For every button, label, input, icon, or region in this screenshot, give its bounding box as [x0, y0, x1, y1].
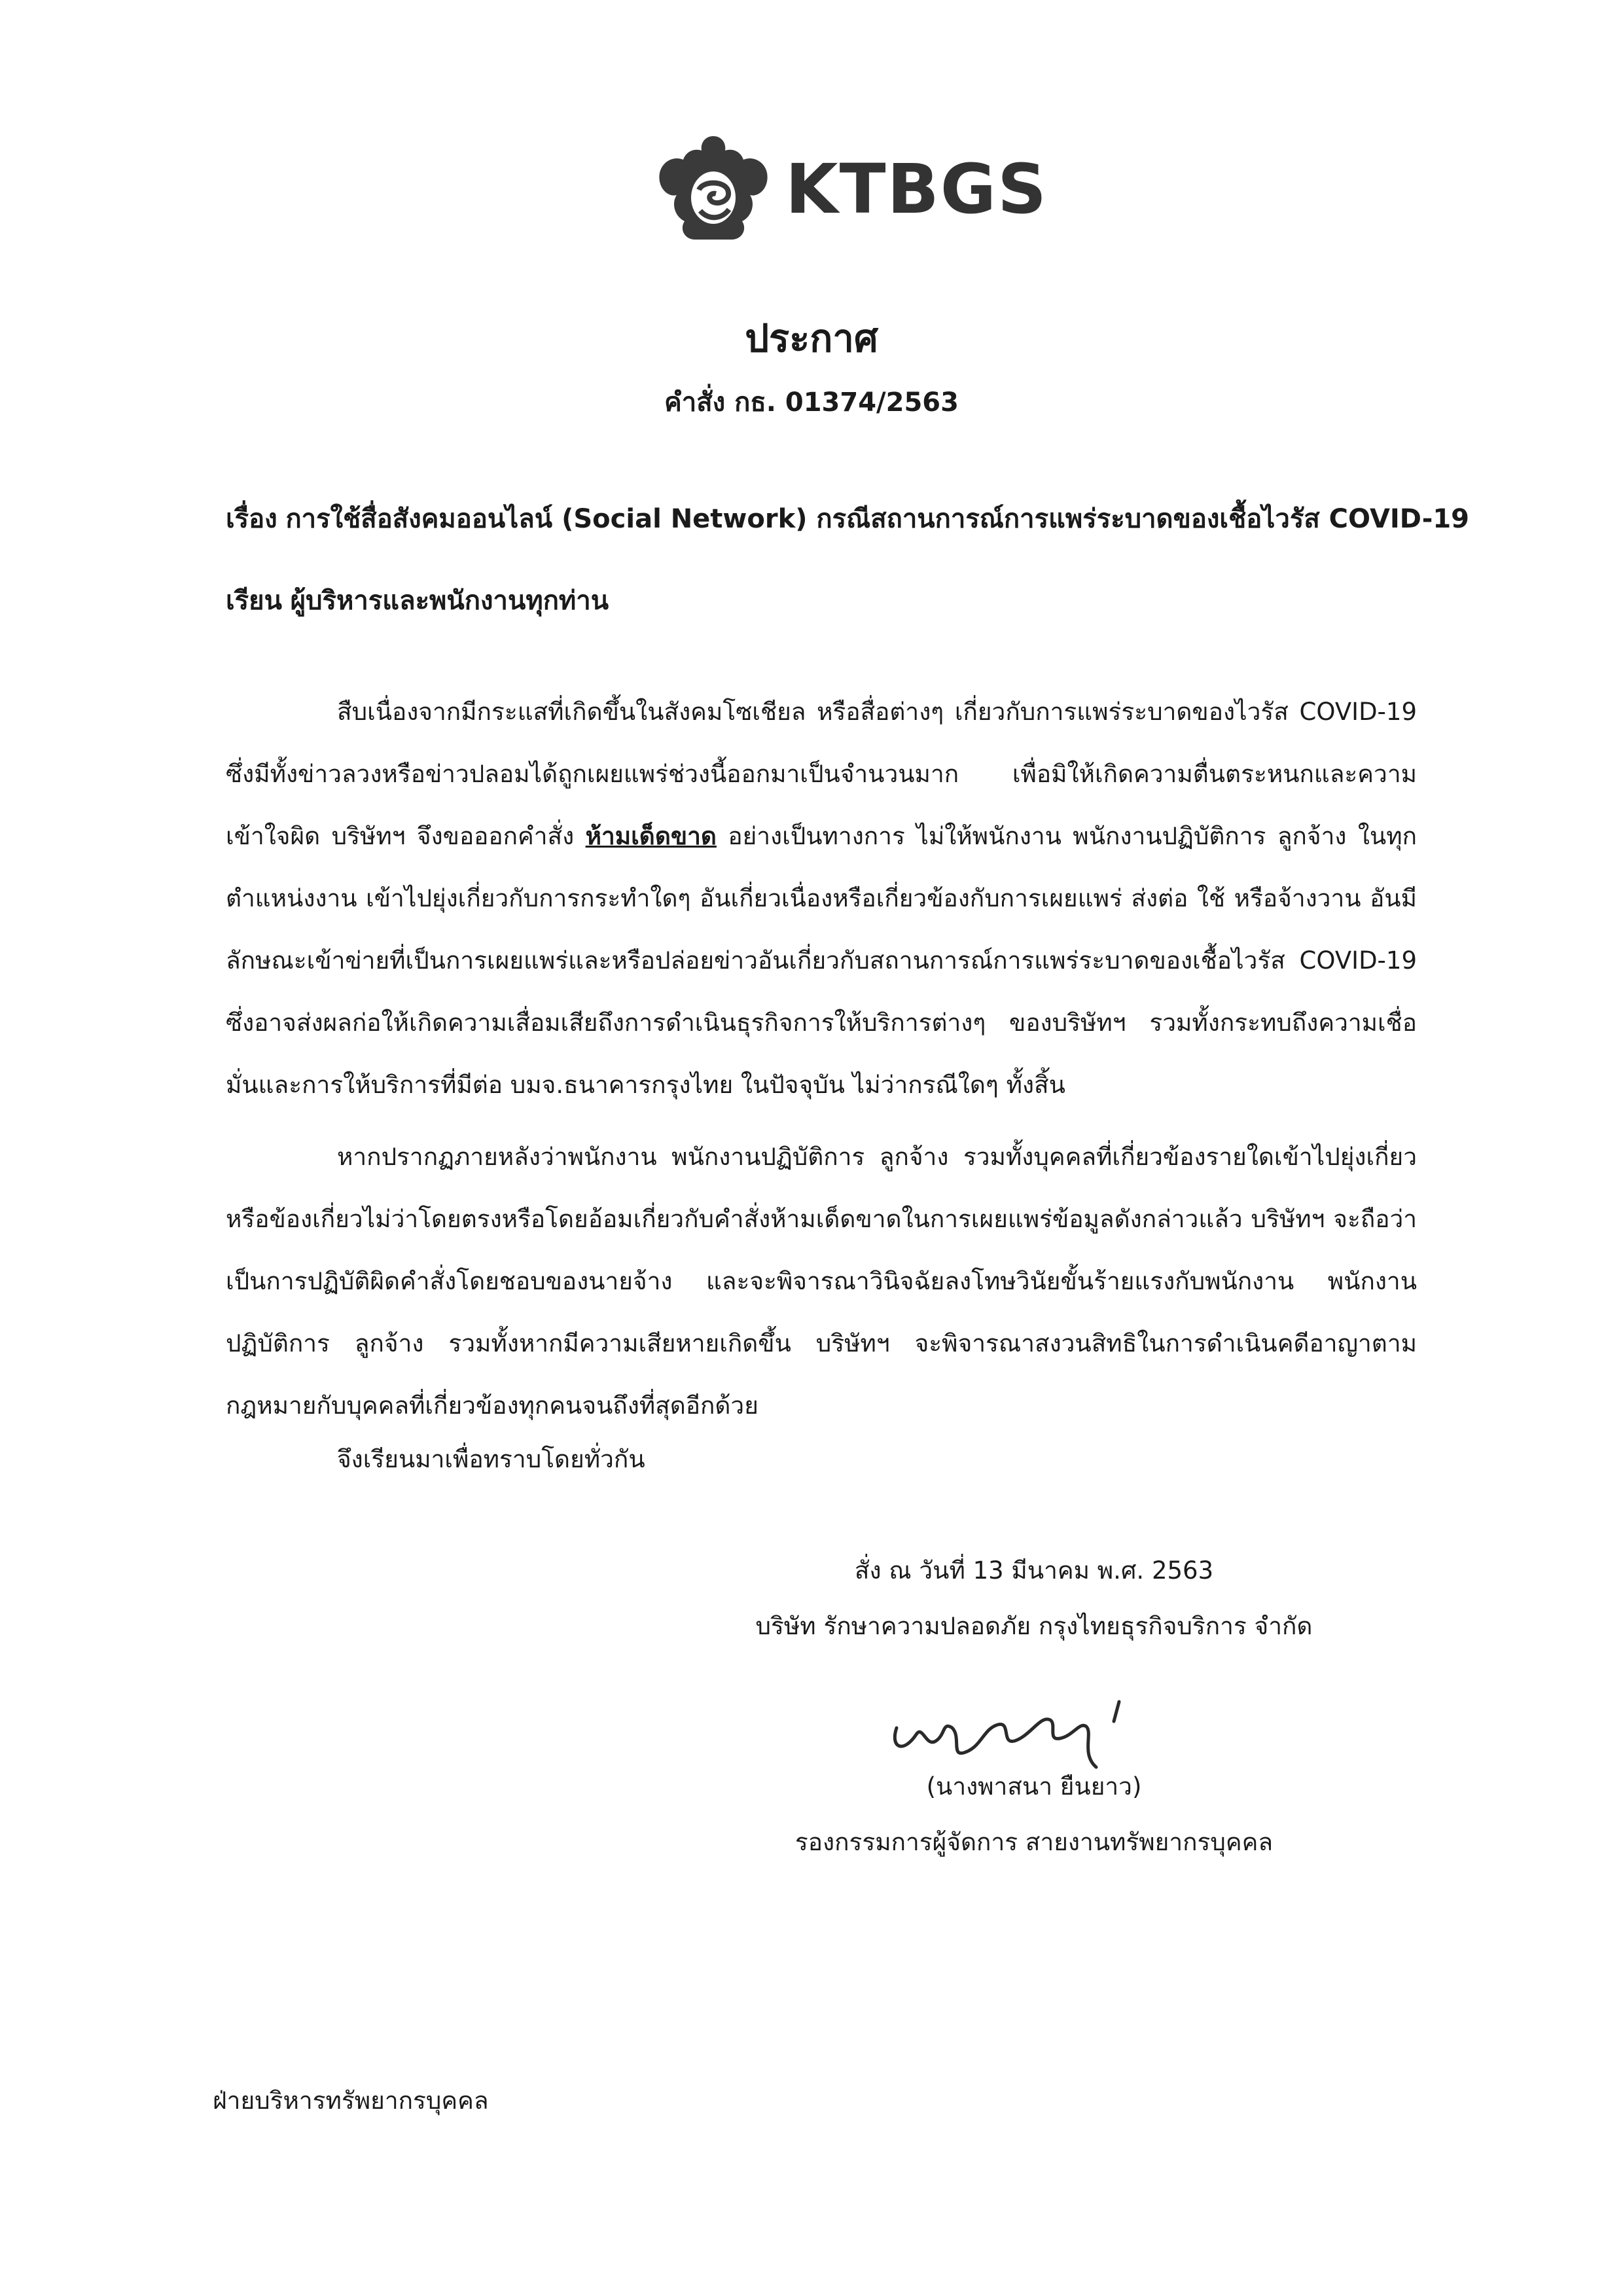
order-date: สั่ง ณ วันที่ 13 มีนาคม พ.ศ. 2563 [854, 1556, 1214, 1585]
logo-wordmark: KTBGS [785, 149, 1048, 229]
recipient-line [226, 579, 609, 621]
signatory-name: (นางพาสนา ยืนยาว) [926, 1772, 1142, 1801]
paragraph-1-after: อย่างเป็นทางการ ไม่ให้พนักงาน พนักงานปฏิบัติการ ลูกจ้าง ในทุกตำแหน่งงาน เข้าไปยุ่งเกี่ยวกับการกระทำใดๆ อันเกี่ยวเนื่องหรือเกี่ยวข้องกับการเผยแพร่ ส่งต่อ ใช้ หรือจ้างวาน อันมีลักษณะเข้าข่ายที่เป็นการเผยแพร่และหรือปล่อยข่าวอันเกี่ยวกับสถานการณ์การแพร่ระบาดของเชื้อไวรัส COVID-19 ซึ่งอาจส่งผลก่อให้เกิดความเสื่อมเสียถึงการดำเนินธุรกิจการให้บริการต่างๆ ของบริษัทฯ รวมทั้งกระทบถึงความเชื่อมั่นและการให้บริการที่มีต่อ บมจ.ธนาคารกรุงไทย ในปัจจุบัน ไม่ว่ากรณีใดๆ ทั้งสิ้น [226, 822, 1417, 1099]
subject-line [226, 497, 1469, 539]
garuda-emblem-icon [648, 124, 779, 249]
paragraph-1-before: สืบเนื่องจากมีกระแสที่เกิดขึ้นในสังคมโซเชียล หรือสื่อต่างๆ เกี่ยวกับการแพร่ระบาดของไวรัส COVID-19 ซึ่งมีทั้งข่าวลวงหรือข่าวปลอมได้ถูกเผยแพร่ช่วงนี้ออกมาเป็นจำนวนมาก เพื่อมิให้เกิดความตื่นตระหนกและความเข้าใจผิด บริษัทฯ จึงขอออกคำสั่ง [226, 698, 1417, 850]
paragraph-2-text: หากปรากฏภายหลังว่าพนักงาน พนักงานปฏิบัติการ ลูกจ้าง รวมทั้งบุคคลที่เกี่ยวข้องรายใดเข้าไปยุ่งเกี่ยวหรือข้องเกี่ยวไม่ว่าโดยตรงหรือโดยอ้อมเกี่ยวกับคำสั่งห้ามเด็ดขาดในการเผยแพร่ข้อมูลดังกล่าวแล้ว บริษัทฯ จะถือว่าเป็นการปฏิบัติผิดคำสั่งโดยชอบของนายจ้าง และจะพิจารณาวินิจฉัยลงโทษวินัยขั้นร้ายแรงกับพนักงาน พนักงานปฏิบัติการ ลูกจ้าง รวมทั้งหากมีความเสียหายเกิดขึ้น บริษัทฯ จะพิจารณาสงวนสิทธิในการดำเนินคดีอาญาตามกฎหมายกับบุคคลที่เกี่ยวข้องทุกคนจนถึงที่สุดอีกด้วย [226, 1143, 1417, 1420]
company-name: บริษัท รักษาความปลอดภัย กรุงไทยธุรกิจบริการ จำกัด [755, 1612, 1313, 1640]
subject-text: การใช้สื่อสังคมออนไลน์ (Social Network) กรณีสถานการณ์การแพร่ระบาดของเชื้อไวรัส COVID-19 [285, 504, 1469, 534]
announcement-title: ประกาศ [745, 316, 878, 361]
body-paragraph-1 [226, 681, 1417, 1116]
recipient-text: ผู้บริหารและพนักงานทุกท่าน [290, 586, 609, 616]
handwritten-signature [870, 1689, 1145, 1774]
closing-line: จึงเรียนมาเพื่อทราบโดยทั่วกัน [337, 1445, 645, 1473]
recipient-label: เรียน [226, 586, 282, 616]
subject-label: เรื่อง [226, 504, 277, 534]
signatory-position: รองกรรมการผู้จัดการ สายงานทรัพยากรบุคคล [794, 1828, 1274, 1856]
department-footer: ฝ่ายบริหารทรัพยากรบุคคล [213, 2087, 489, 2115]
body-paragraph-2 [226, 1126, 1417, 1437]
prohibition-emphasis: ห้ามเด็ดขาด [585, 822, 717, 850]
company-logo [648, 124, 1048, 249]
order-number: คำสั่ง กธ. 01374/2563 [664, 387, 959, 418]
